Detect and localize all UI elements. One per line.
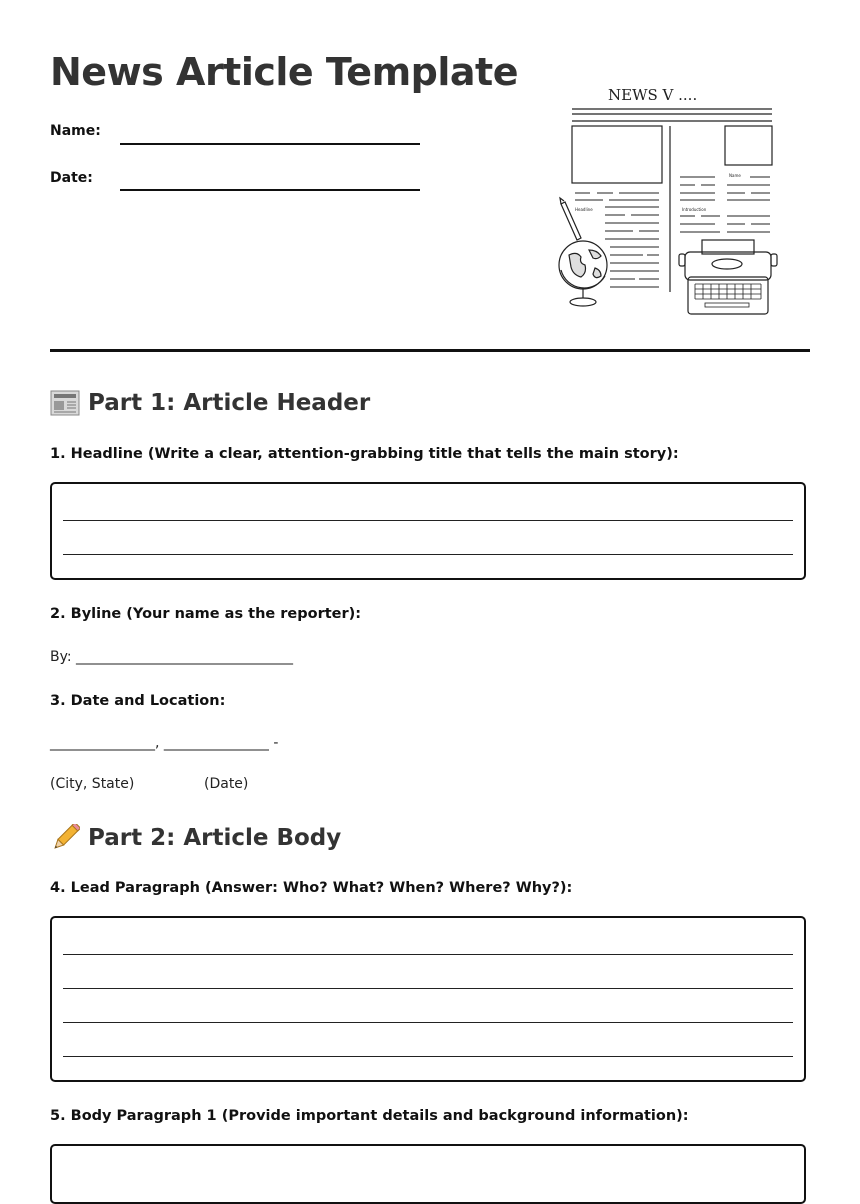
city-state-caption: (City, State) <box>50 776 135 792</box>
label-introduction: Introduction <box>682 207 707 212</box>
writing-line <box>63 988 793 989</box>
label-headline: Headline <box>575 207 593 212</box>
question-4-lead-paragraph: 4. Lead Paragraph (Answer: Who? What? When? Where? Why?): <box>50 880 573 896</box>
date-location-field[interactable]: _______________, _______________ - <box>50 735 279 751</box>
question-1-headline: 1. Headline (Write a clear, attention-grabbing title that tells the main story): <box>50 446 679 462</box>
body-paragraph-1-answer-box[interactable] <box>50 1144 806 1204</box>
writing-line <box>63 520 793 521</box>
globe-drawing <box>559 241 607 306</box>
date-caption: (Date) <box>204 776 249 792</box>
masthead-text: NEWS V .... <box>608 86 698 104</box>
name-label: Name: <box>50 123 101 139</box>
headline-answer-box[interactable] <box>50 482 806 580</box>
question-5-body-paragraph-1: 5. Body Paragraph 1 (Provide important details and background information): <box>50 1108 689 1124</box>
newspaper-illustration <box>555 80 785 320</box>
lead-paragraph-answer-box[interactable] <box>50 916 806 1082</box>
byline-field[interactable]: By: _______________________________ <box>50 649 294 665</box>
writing-line <box>63 554 793 555</box>
date-label: Date: <box>50 170 93 186</box>
question-3-date-location: 3. Date and Location: <box>50 693 226 709</box>
part2-heading <box>50 824 341 852</box>
label-name: Name <box>729 173 741 178</box>
writing-line <box>63 1056 793 1057</box>
part1-heading-text: Part 1: Article Header <box>88 390 371 416</box>
date-field[interactable] <box>120 189 420 191</box>
name-field[interactable] <box>120 143 420 145</box>
section-divider <box>50 349 810 352</box>
question-2-byline: 2. Byline (Your name as the reporter): <box>50 606 362 622</box>
typewriter-drawing <box>679 240 777 314</box>
pencil-drawing <box>560 198 581 240</box>
part2-heading-text: Part 2: Article Body <box>88 825 342 851</box>
writing-line <box>63 1022 793 1023</box>
pencil-icon <box>50 824 80 852</box>
newspaper-icon <box>50 390 80 416</box>
writing-line <box>63 954 793 955</box>
page-title: News Article Template <box>50 50 518 94</box>
part1-heading <box>50 390 370 416</box>
